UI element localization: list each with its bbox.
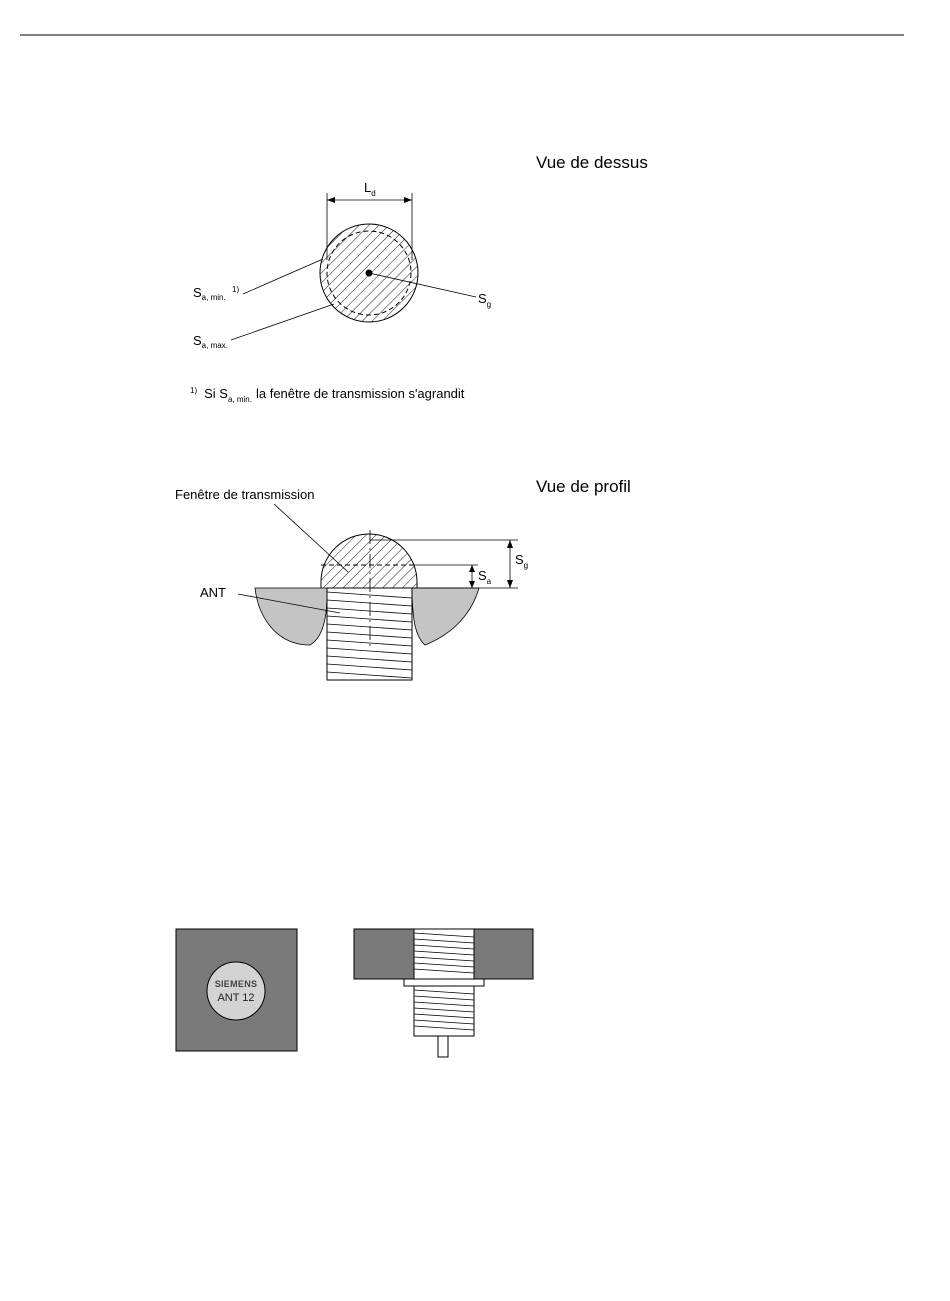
brand-logo: SIEMENS — [214, 979, 258, 989]
window-leader — [274, 504, 348, 572]
top-view — [193, 153, 648, 350]
antenna-front-view — [176, 929, 297, 1051]
nut — [404, 979, 484, 986]
top-view-title: Vue de dessus — [536, 153, 648, 172]
sa-min-label: $S_{a, min.}$ — [193, 285, 226, 302]
antenna-body — [327, 588, 412, 680]
sa-side-label: $S_a$ — [478, 568, 492, 586]
ld-label: $L_d$ — [364, 180, 376, 198]
sa-arrow-bottom — [469, 581, 475, 588]
side-view — [175, 477, 631, 680]
sg-label: $S_g$ — [478, 291, 492, 309]
sa-min-leader — [243, 259, 323, 294]
antenna-side-mount — [354, 929, 533, 1057]
sg-side-label: $S_g$ — [515, 552, 529, 570]
side-view-title: Vue de profil — [536, 477, 631, 496]
sg-arrow-top — [507, 540, 513, 548]
mount-plate-right — [474, 929, 533, 979]
model-label: ANT 12 — [217, 992, 255, 1004]
sa-arrow-top — [469, 565, 475, 572]
ant-label: ANT — [200, 585, 226, 600]
ld-arrow-left — [327, 197, 335, 203]
sg-arrow-bottom — [507, 580, 513, 588]
sa-max-label: $S_{a, max.}$ — [193, 333, 228, 350]
sa-min-footnote-mark: 1) — [232, 285, 240, 294]
ld-arrow-right — [404, 197, 412, 203]
antenna-face — [207, 962, 265, 1020]
footnote: $^{1)}$ Si $S_{a, min.}$ la fenêtre de transmission s'agrandit — [190, 386, 465, 404]
sa-max-leader — [231, 304, 334, 340]
window-label: Fenêtre de transmission — [175, 487, 315, 502]
cable-connector — [438, 1036, 448, 1057]
mount-plate-left — [354, 929, 414, 979]
